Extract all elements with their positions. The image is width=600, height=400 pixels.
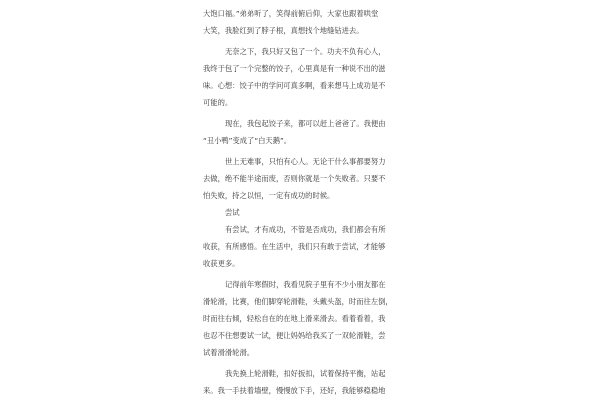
text-line: 有尝试，才有成功，不管是否成功，我们都会有所 — [225, 225, 386, 234]
essay-text — [203, 5, 409, 399]
text-line: 无奈之下，我只好又包了一个。功夫不负有心人， — [225, 47, 386, 56]
text-line: 我终于包了一个完整的饺子，心里真是有一种说不出的滋 — [203, 64, 386, 73]
text-line: 收获，有所感悟。在生活中，我们只有敢于尝试，才能够 — [203, 242, 386, 251]
text-line: 试着滑滑轮滑。 — [203, 348, 255, 357]
text-line: 收获更多。 — [203, 259, 240, 268]
text-line: 怕失败，持之以恒，一定有成功的时候。 — [203, 191, 335, 200]
text-line: 去做，绝不能半途而废，否则你就是一个失败者。只要不 — [203, 174, 386, 183]
text-line: 记得前年寒假时，我看见院子里有不少小朋友都在 — [225, 280, 386, 289]
text-line: 滑轮滑，比赛，他们脚穿轮滑鞋，头戴头盔，时而往左倒， — [203, 297, 393, 306]
text-line: 可能的。 — [203, 98, 233, 107]
text-line: 来。我一手扶着墙壁，慢慢放下手，还好，我能够稳稳地 — [203, 386, 386, 395]
text-line: “丑小鸭”变成了“白天鹅”。 — [203, 136, 292, 145]
text-line: 我先换上轮滑鞋，扣好扳扣，试着保持平衡，站起 — [225, 369, 386, 378]
text-line: 世上无难事，只怕有心人。无论干什么事都要努力 — [225, 157, 386, 166]
text-line: 也忍不住想要试一试，便让妈妈给我买了一双轮滑鞋，尝 — [203, 331, 386, 340]
section-heading: 尝试 — [225, 208, 240, 217]
text-line: 味。心想：饺子中的学问可真多啊，看来想马上成功是不 — [203, 81, 386, 90]
text-line: 大饱口福。”弟弟听了，笑得前俯后仰，大家也跟着哄堂 — [203, 9, 379, 18]
text-line: 时而往右倾，轻松自在的在地上滑来滑去。看着看着，我 — [203, 314, 386, 323]
text-line: 现在，我包起饺子来，都可以赶上爸爸了。我便由 — [225, 119, 386, 128]
text-line: 大笑，我脸红到了脖子根，真想找个地缝钻进去。 — [203, 26, 364, 35]
